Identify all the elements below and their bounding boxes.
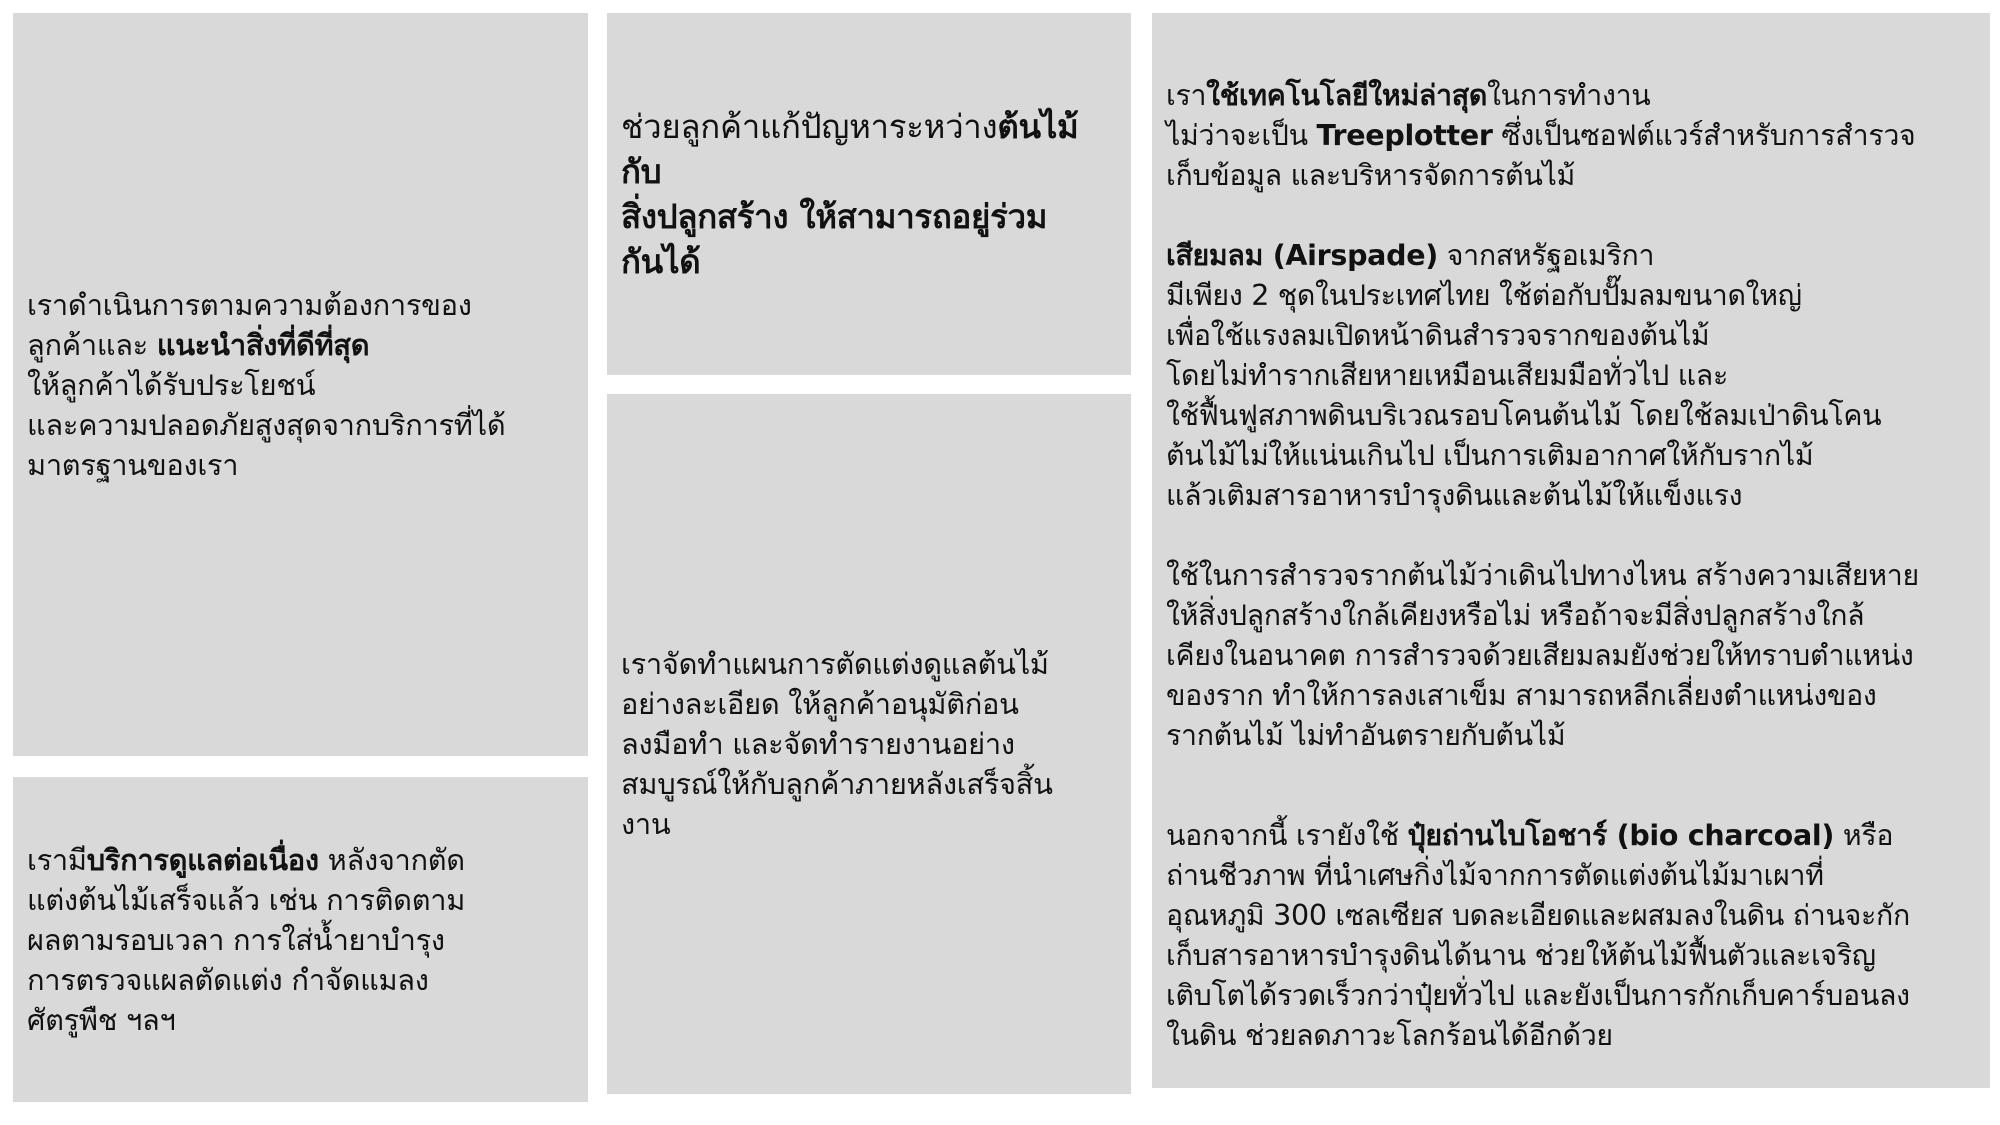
text-line (1166, 816, 1976, 856)
text-line (621, 104, 1117, 194)
text-line: มีเพียง 2 ชุดในประเทศไทย ใช้ต่อกับปั๊มลมขนาดใหญ่ (1166, 279, 1802, 312)
text-line (1166, 76, 1976, 116)
text-line: ในดิน ช่วยลดภาวะโลกร้อนได้อีกด้วย (1166, 1019, 1613, 1052)
text-line: ให้สิ่งปลูกสร้างใกล้เคียงหรือไม่ หรือถ้าจะมีสิ่งปลูกสร้างใกล้ (1166, 599, 1865, 632)
text-line: ของราก ทำให้การลงเสาเข็ม สามารถหลีกเลี่ยงตำแหน่งของ (1166, 679, 1877, 712)
text-line: ต้นไม้ไม่ให้แน่นเกินไป เป็นการเติมอากาศให้กับรากไม้ (1166, 439, 1814, 472)
text-line: เก็บข้อมูล และบริหารจัดการต้นไม้ (1166, 159, 1576, 192)
text-line: เก็บสารอาหารบำรุงดินได้นาน ช่วยให้ต้นไม้ฟื้นตัวและเจริญ (1166, 939, 1876, 972)
text-line: เติบโตได้รวดเร็วกว่าปุ๋ยทั่วไป และยังเป็นการกักเก็บคาร์บอนลง (1166, 979, 1910, 1012)
text-line: ถ่านชีวภาพ ที่นำเศษกิ่งไม้จากการตัดแต่งต้นไม้มาเผาที่ (1166, 859, 1824, 892)
highlight-text: บริการดูแลต่อเนื่อง (86, 842, 319, 877)
text-line (1166, 236, 1976, 276)
text-span: หรือ (1834, 819, 1894, 852)
text-span: ไม่ว่าจะเป็น (1166, 119, 1317, 152)
text-line: ใช้ในการสำรวจรากต้นไม้ว่าเดินไปทางไหน สร้างความเสียหาย (1166, 559, 1919, 592)
text-span: ในการทำงาน (1487, 79, 1651, 112)
card-tree-building-text (621, 104, 1117, 284)
card-pruning-plan (607, 394, 1131, 1094)
card-pruning-plan-text (621, 644, 1117, 844)
highlight-text: ต้นไม้กับ (621, 107, 1079, 191)
text-line: งาน (621, 807, 671, 841)
paragraph-gap (1166, 516, 1976, 556)
highlight-text: ใช้เทคโนโลยีใหม่ล่าสุด (1206, 79, 1488, 112)
highlight-text: สิ่งปลูกสร้าง ให้สามารถอยู่ร่วม (621, 197, 1048, 236)
text-line (621, 239, 1117, 284)
highlight-text: ปุ๋ยถ่านไบโอชาร์ (bio charcoal) (1407, 819, 1835, 852)
text-span: หลังจากตัด (318, 842, 465, 877)
text-line: แล้วเติมสารอาหารบำรุงดินและต้นไม้ให้แข็งแรง (1166, 479, 1743, 512)
text-line: เราดำเนินการตามความต้องการของ (27, 287, 472, 322)
text-line (1166, 116, 1976, 156)
text-line: สมบูรณ์ให้กับลูกค้าภายหลังเสร็จสิ้น (621, 767, 1053, 801)
card-technology (1152, 13, 1990, 1088)
card-consulting-text (27, 285, 574, 485)
text-line: โดยไม่ทำรากเสียหายเหมือนเสียมมือทั่วไป และ (1166, 359, 1728, 392)
text-line (27, 325, 574, 365)
text-span: จากสหรัฐอเมริกา (1437, 239, 1655, 272)
text-span: ช่วยลูกค้าแก้ปัญหาระหว่าง (621, 107, 998, 146)
card-technology-text (1166, 76, 1976, 1056)
text-span: นอกจากนี้ เรายังใช้ (1166, 819, 1408, 852)
text-span: ซึ่งเป็นซอฟต์แวร์สำหรับการสำรวจ (1492, 119, 1916, 152)
card-tree-building (607, 13, 1131, 375)
text-line: รากต้นไม้ ไม่ทำอันตรายกับต้นไม้ (1166, 719, 1566, 752)
text-span: เรา (1166, 79, 1207, 112)
text-line: แต่งต้นไม้เสร็จแล้ว เช่น การติดตาม (27, 882, 466, 917)
card-aftercare-text (27, 840, 574, 1040)
text-line: ให้ลูกค้าได้รับประโยชน์ (27, 367, 316, 402)
text-line: การตรวจแผลตัดแต่ง กำจัดแมลง (27, 962, 429, 997)
text-span: เรามี (27, 842, 87, 877)
text-line: เคียงในอนาคต การสำรวจด้วยเสียมลมยังช่วยให้ทราบตำแหน่ง (1166, 639, 1914, 672)
highlight-text: แนะนำสิ่งที่ดีที่สุด (156, 327, 370, 362)
text-line: เราจัดทำแผนการตัดแต่งดูแลต้นไม้ (621, 647, 1049, 681)
text-line: อุณหภูมิ 300 เซลเซียส บดละเอียดและผสมลงในดิน ถ่านจะกัก (1166, 899, 1910, 932)
highlight-text: เสียมลม (Airspade) (1166, 239, 1438, 272)
text-span: ลูกค้าและ (27, 327, 157, 362)
paragraph-gap (1166, 756, 1976, 816)
card-consulting (13, 13, 588, 756)
text-line: และความปลอดภัยสูงสุดจากบริการที่ได้ (27, 407, 506, 442)
text-line: มาตรฐานของเรา (27, 447, 239, 482)
text-line: ลงมือทำ และจัดทำรายงานอย่าง (621, 727, 1015, 761)
paragraph-gap (1166, 196, 1976, 236)
card-aftercare (13, 777, 588, 1102)
text-line: ผลตามรอบเวลา การใส่น้ำยาบำรุง (27, 922, 445, 957)
text-line: ใช้ฟื้นฟูสภาพดินบริเวณรอบโคนต้นไม้ โดยใช้ลมเป่าดินโคน (1166, 399, 1882, 432)
text-line (621, 194, 1117, 239)
text-line (27, 840, 574, 880)
text-line: อย่างละเอียด ให้ลูกค้าอนุมัติก่อน (621, 687, 1019, 721)
text-line: ศัตรูพืช ฯลฯ (27, 1002, 176, 1037)
highlight-text: Treeplotter (1316, 119, 1493, 152)
text-line: เพื่อใช้แรงลมเปิดหน้าดินสำรวจรากของต้นไม้ (1166, 319, 1710, 352)
highlight-text: กันได้ (621, 242, 701, 281)
